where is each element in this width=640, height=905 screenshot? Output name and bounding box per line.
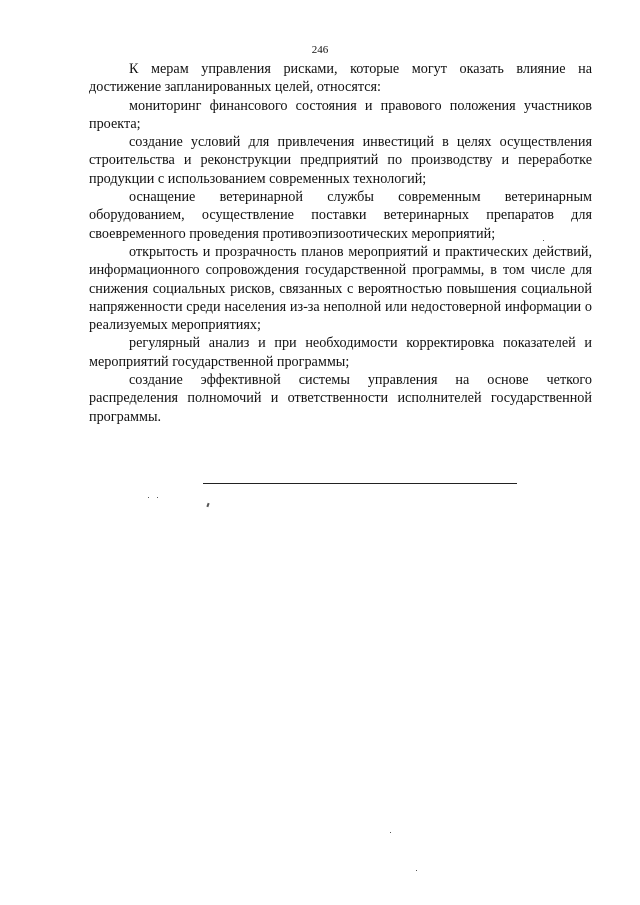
scan-speck: [416, 870, 417, 871]
paragraph-intro: К мерам управления рисками, которые могут оказать влияние на достижение запланированных целей, относятся:: [89, 61, 592, 96]
page-number: 246: [311, 44, 329, 56]
paragraph-management-system: создание эффективной системы управления на основе четкого распределения полномочий и ответственности исполнителей государственной программы.: [89, 372, 592, 425]
end-of-text-divider: [203, 483, 517, 484]
scan-speck: [157, 497, 158, 498]
paragraph-monitoring: мониторинг финансового состояния и правового положения участников проекта;: [89, 97, 592, 132]
scan-speck: [148, 497, 149, 498]
scan-speck: [543, 240, 544, 241]
paragraph-transparency: открытость и прозрачность планов мероприятий и практических действий, информационного сопровождения государственной программы, в том числе для снижения социальных рисков, связанных с вероятностью повышения социальной напряженности среди населения из-за неполной или недостоверной информации о реализуемых мероприятиях;: [89, 243, 592, 334]
paragraph-analysis: регулярный анализ и при необходимости корректировка показателей и мероприятий государственной программы;: [89, 335, 592, 370]
scan-speck: [206, 503, 209, 507]
scan-speck: [390, 832, 391, 833]
paragraph-investment: создание условий для привлечения инвестиций в целях осуществления строительства и реконструкции предприятий по производству и переработке продукции с использованием современных технологий;: [89, 134, 592, 187]
paragraph-veterinary: оснащение ветеринарной службы современным ветеринарным оборудованием, осуществление поставки ветеринарных препаратов для своевременного проведения противоэпизоотических мероприятий;: [89, 189, 592, 242]
document-body: [89, 60, 592, 426]
